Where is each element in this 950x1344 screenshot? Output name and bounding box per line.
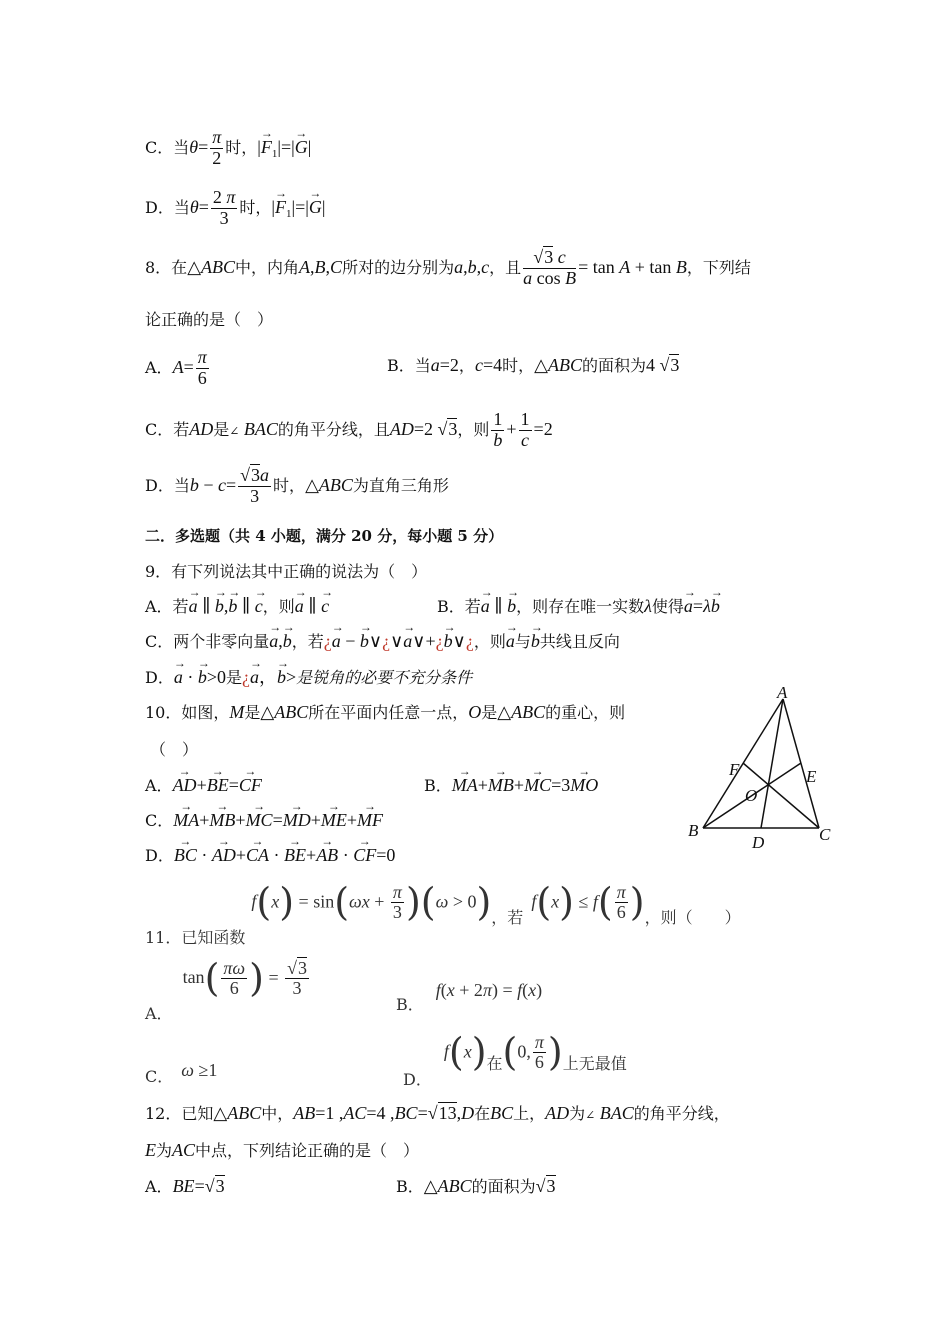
section-heading: 二．多选题（共 4 小题，满分 20 分，每小题 5 分）	[145, 527, 504, 545]
label-d: D	[752, 833, 765, 850]
fraction: $\frac{1}{c}$	[520, 409, 530, 450]
q9-stem: 9．有下列说法其中正确的说法为（ ）	[145, 562, 428, 581]
q9-option-c: C．两个非零向量→ a,→ b，若¿→ a − → b∨¿∨→ a∨+¿→ b∨¿，则→ a与→ b共线且反向	[145, 631, 620, 653]
label-f: F	[729, 760, 740, 779]
q11-option-b: B．f(x + 2π) = f(x)	[396, 980, 543, 1014]
q9-option-a: A．若→ a ∥ → b,→ b ∥ → c，则→ a ∥ → c	[145, 596, 329, 618]
fraction: $\frac{\pi}{2}$	[212, 127, 222, 168]
q10-option-c: C．→ MA+→ MB+→ MC=→ MD+→ ME+→ MF	[145, 810, 383, 832]
fraction: $\frac{√3}{3}$	[287, 957, 307, 999]
q9-option-d: D．→ a · → b>0是¿→ a，→ b>是锐角的必要不充分条件	[145, 667, 472, 689]
q12-option-a: A．BE=√3	[145, 1176, 225, 1196]
q8-stem: 8．在△ABC中，内角A,B,C所对的边分别为a,b,c，且 $\frac{√3 c}{\text{a cos B}}$ = tan A + tan B，下列结	[145, 247, 751, 288]
triangle-figure	[685, 685, 835, 850]
q12-option-b: B．△ABC的面积为√3	[396, 1176, 556, 1196]
fraction: $\frac{√3 c}{\text{a cos B}}$	[523, 247, 577, 288]
q10-option-d: D．→ BC · → AD+→ CA · → BE+→ AB · → CF=0	[145, 845, 395, 867]
q11-stem: 11．已知函数f(x) = sin(ωx + $\frac{\pi}{3}$ )(ω > 0)，若f(x) ≤ f( $\frac{\pi}{6}$ )，则（ ）	[145, 880, 741, 948]
q8-option-d: D．当b − c= $\frac{√3a}{3}$ 时，△ABC为直角三角形	[145, 465, 449, 506]
q7-option-d: D．当θ= $\frac{2 \pi}{3}$ 时，|→ $F_1|=|\to G|$	[145, 188, 325, 229]
label-c: C	[819, 825, 831, 844]
q8-stem-cont: 论正确的是（ ）	[145, 310, 274, 329]
q10-option-b: B．→ MA+→ MB+→ MC=3→ MO	[424, 775, 598, 797]
fraction: $\frac{1}{b}$	[493, 409, 503, 450]
q9-option-b: B．若→ a ∥ → b，则存在唯一实数λ使得→ a=λ→ b	[437, 596, 720, 618]
q11-option-a: A．tan( $\frac{\pi\omega}{6}$ ) = $\frac{√3}{3}$	[145, 956, 307, 1024]
fraction: $\frac{\pi}{3}$	[392, 881, 402, 923]
q8-option-a: A．A= $\frac{\pi}{6}$	[145, 347, 207, 388]
fraction: $\frac{√3a}{3}$	[240, 465, 270, 506]
fraction: $\frac{\pi}{6}$	[616, 881, 626, 923]
q10-paren: （ ）	[150, 740, 199, 759]
label-b: B	[688, 821, 699, 840]
q8-option-b: B．当a=2，c=4时，△ABC的面积为4 √3	[387, 355, 680, 375]
q12-stem-cont: E为AC中点，下列结论正确的是（ ）	[145, 1140, 420, 1160]
q11-option-d: D．f(x)在(0, $\frac{\pi}{6}$ )上无最值	[403, 1030, 627, 1090]
label-o: O	[745, 786, 758, 805]
median-ad	[761, 699, 783, 828]
q12-stem: 12．已知△ABC中，AB=1 ,AC=4 ,BC=√13,D在BC上，AD为∠ BAC的角平分线，	[145, 1103, 730, 1123]
fraction: $\frac{2 \pi}{3}$	[212, 187, 236, 228]
q8-option-c: C．若AD是∠ BAC的角平分线，且AD=2 √3，则 $\frac{1}{b}$ + $\frac{1}{c}$ =2	[145, 409, 553, 450]
fraction: $\frac{\pi}{6}$	[197, 347, 207, 388]
q7-option-c: C．当θ= $\frac{\pi}{2}$ 时，|→ $F_1|=|\to G|$	[145, 128, 311, 169]
q10-option-a: A．→ AD+→ BE=→ CF	[145, 775, 262, 797]
q11-option-c: C． ω ≥1	[145, 1060, 218, 1086]
q10-stem: 10．如图，M是△ABC所在平面内任意一点，O是△ABC的重心，则	[145, 702, 626, 722]
label-e: E	[806, 767, 817, 786]
fraction: $\frac{\pi\omega}{6}$	[223, 957, 246, 999]
fraction: $\frac{\pi}{6}$	[534, 1031, 544, 1073]
label-a: A	[777, 685, 788, 702]
